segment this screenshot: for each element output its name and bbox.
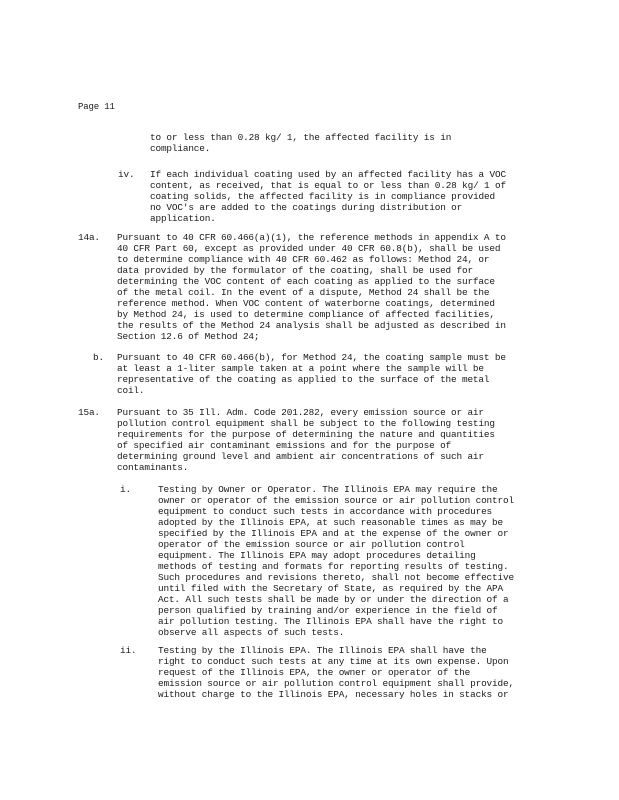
- text-line: at least a 1-liter sample taken at a point where the sample will be: [117, 363, 484, 374]
- text-line: equipment to conduct such tests in accordance with procedures: [158, 506, 493, 517]
- condition-marker: 14a.: [78, 232, 100, 243]
- text-line: Pursuant to 35 Ill. Adm. Code 201.282, every emission source or air: [117, 407, 484, 418]
- text-line: of the metal coil. In the event of a dispute, Method 24 shall be the: [117, 287, 490, 298]
- text-line: equipment. The Illinois EPA may adopt procedures detailing: [158, 550, 476, 561]
- text-line: Testing by Owner or Operator. The Illinois EPA may require the: [158, 484, 498, 495]
- text-line: Pursuant to 40 CFR 60.466(a)(1), the reference methods in appendix A to: [117, 232, 506, 243]
- text-line: adopted by the Illinois EPA, at such reasonable times as may be: [158, 517, 503, 528]
- text-line: contaminants.: [117, 462, 189, 473]
- text-line: of specified air contaminant emissions and for the purpose of: [117, 440, 452, 451]
- text-line: Testing by the Illinois EPA. The Illinois EPA shall have the: [158, 645, 487, 656]
- text-line: If each individual coating used by an affected facility has a VOC: [150, 169, 506, 180]
- text-line: right to conduct such tests at any time at its own expense. Upon: [158, 656, 509, 667]
- text-line: content, as received, that is equal to or less than 0.28 kg/ 1 of: [150, 180, 506, 191]
- text-line: application.: [150, 213, 216, 224]
- text-line: data provided by the formulator of the coating, shall be used for: [117, 265, 473, 276]
- text-line: compliance.: [150, 143, 211, 154]
- text-line: emission source or air pollution control equipment shall provide,: [158, 678, 514, 689]
- text-line: Section 12.6 of Method 24;: [117, 331, 260, 342]
- text-line: air pollution testing. The Illinois EPA shall have the right to: [158, 616, 503, 627]
- item-marker: i.: [120, 484, 131, 495]
- text-line: owner or operator of the emission source or air pollution control: [158, 495, 514, 506]
- text-line: determining the VOC content of each coating as applied to the surface: [117, 276, 495, 287]
- text-line: to or less than 0.28 kg/ 1, the affected facility is in: [150, 132, 452, 143]
- text-line: by Method 24, is used to determine compliance of affected facilities,: [117, 309, 495, 320]
- text-line: operator of the emission source or air pollution control: [158, 539, 465, 550]
- page-number: Page 11: [78, 102, 115, 112]
- condition-marker: b.: [93, 352, 104, 363]
- text-line: Such procedures and revisions thereto, shall not become effective: [158, 572, 514, 583]
- text-line: observe all aspects of such tests.: [158, 627, 345, 638]
- text-line: methods of testing and formats for reporting results of testing.: [158, 561, 509, 572]
- item-marker: iv.: [118, 169, 135, 180]
- text-line: coil.: [117, 385, 145, 396]
- text-line: to determine compliance with 40 CFR 60.462 as follows: Method 24, or: [117, 254, 490, 265]
- text-line: reference method. When VOC content of waterborne coatings, determined: [117, 298, 495, 309]
- text-line: request of the Illinois EPA, the owner or operator of the: [158, 667, 471, 678]
- text-line: requirements for the purpose of determining the nature and quantities: [117, 429, 495, 440]
- text-line: determining ground level and ambient air concentrations of such air: [117, 451, 484, 462]
- text-line: Pursuant to 40 CFR 60.466(b), for Method 24, the coating sample must be: [117, 352, 506, 363]
- condition-marker: 15a.: [78, 407, 100, 418]
- text-line: person qualified by training and/or experience in the field of: [158, 605, 498, 616]
- text-line: 40 CFR Part 60, except as provided under 40 CFR 60.8(b), shall be used: [117, 243, 501, 254]
- text-line: pollution control equipment shall be subject to the following testing: [117, 418, 495, 429]
- text-line: specified by the Illinois EPA and at the expense of the owner or: [158, 528, 509, 539]
- text-line: without charge to the Illinois EPA, necessary holes in stacks or: [158, 689, 509, 700]
- text-line: no VOC's are added to the coatings during distribution or: [150, 202, 463, 213]
- text-line: until filed with the Secretary of State, as required by the APA: [158, 583, 503, 594]
- text-line: coating solids, the affected facility is in compliance provided: [150, 191, 495, 202]
- item-marker: ii.: [120, 645, 137, 656]
- text-line: Act. All such tests shall be made by or under the direction of a: [158, 594, 509, 605]
- text-line: the results of the Method 24 analysis shall be adjusted as described in: [117, 320, 506, 331]
- text-line: representative of the coating as applied to the surface of the metal: [117, 374, 490, 385]
